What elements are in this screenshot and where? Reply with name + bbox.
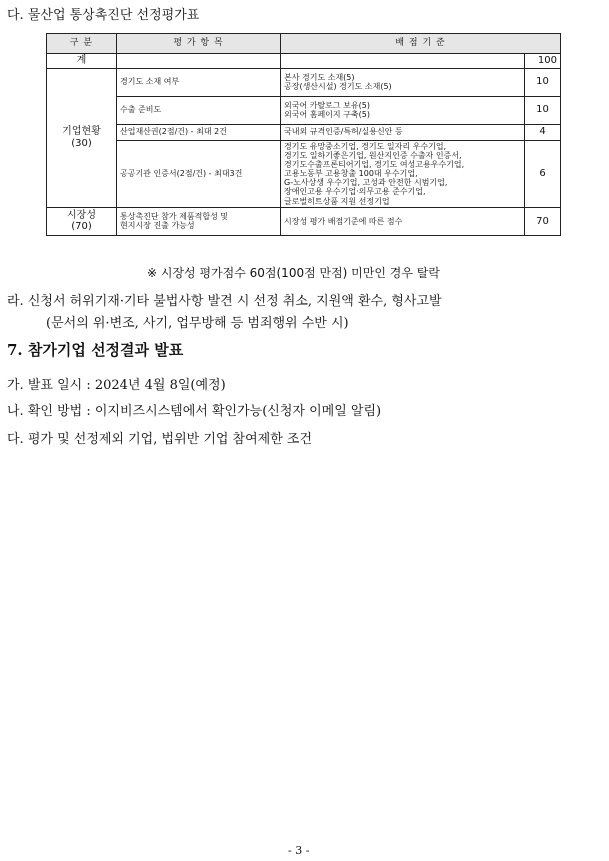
company-group-cell xyxy=(47,68,117,207)
item-na: 나. 확인 방법 : 이지비즈시스템에서 확인가능(신청자 이메일 알림) xyxy=(7,404,382,419)
table-row xyxy=(47,207,561,235)
row-score: 6 xyxy=(525,140,561,207)
table-row xyxy=(47,68,561,96)
eval-item: 공공기관 인증서(2점/건) - 최대3건 xyxy=(117,140,281,207)
eval-item: 경기도 소재 여부 xyxy=(117,68,281,96)
eval-item-line: 통상촉진단 참가 제품적합성 및 xyxy=(120,212,229,222)
header-category: 구 분 xyxy=(47,34,117,54)
elimination-note: ※ 시장성 평가점수 60점(100점 만점) 미만인 경우 탈락 xyxy=(147,266,440,280)
criteria-cell xyxy=(281,96,525,124)
criteria-line: 공장(생산시설) 경기도 소재(5) xyxy=(284,82,392,91)
criteria-line: 외국어 카탈로그 보유(5) xyxy=(284,100,370,110)
criteria-line: 글로벌히트상품 지원 선정기업 xyxy=(284,196,390,206)
criteria-line: 본사 경기도 소재(5) xyxy=(284,72,355,82)
eval-item-line: 현지시장 진출 가능성 xyxy=(120,221,195,231)
item-ga: 가. 발표 일시 : 2024년 4월 8일(예정) xyxy=(7,378,226,393)
section-ra-continuation: (문서의 위·변조, 사기, 업무방해 등 범죄행위 수반 시) xyxy=(46,316,349,331)
total-score: 100 xyxy=(525,54,561,69)
row-score: 10 xyxy=(525,68,561,96)
header-eval-item: 평 가 항 목 xyxy=(117,34,281,54)
market-group-label: 시장성 xyxy=(67,209,96,221)
row-score: 10 xyxy=(525,96,561,124)
table-header-row xyxy=(47,34,561,54)
item-da: 다. 평가 및 선정제외 기업, 법위반 기업 참여제한 조건 xyxy=(7,432,313,447)
eval-item xyxy=(117,207,281,235)
criteria-line: 경기도수출프론티어기업, 경기도 여성고용우수기업, xyxy=(284,159,465,169)
table-row xyxy=(47,96,561,124)
row-score: 4 xyxy=(525,124,561,140)
eval-item: 수출 준비도 xyxy=(117,96,281,124)
criteria-line: 경기도 일하기좋은기업, 원산지인증 수출자 인증서, xyxy=(284,150,462,160)
heading-7: 7. 참가기업 선정결과 발표 xyxy=(7,341,184,359)
total-label: 계 xyxy=(47,54,117,69)
table-row xyxy=(47,140,561,207)
market-group-cell xyxy=(47,207,117,235)
company-group-label: 기업현황 xyxy=(62,126,101,138)
section-ra: 라. 신청서 허위기재·기타 불법사항 발견 시 선정 취소, 지원액 환수, 형사고발 xyxy=(7,294,442,309)
page-number: - 3 - xyxy=(288,844,310,857)
market-group-score: (70) xyxy=(71,221,92,233)
header-score-criteria: 배 점 기 준 xyxy=(281,34,561,54)
criteria-line: 장애인고용 우수기업·의무고용 준수기업, xyxy=(284,187,426,197)
criteria-cell: 국내외 규격인증/특허/실용신안 등 xyxy=(281,124,525,140)
criteria-cell: 시장성 평가 배점기준에 따른 점수 xyxy=(281,207,525,235)
table-row xyxy=(47,124,561,140)
criteria-line: 경기도 유망중소기업, 경기도 일자리 우수기업, xyxy=(284,141,447,151)
company-group-score: (30) xyxy=(71,137,92,149)
criteria-cell xyxy=(281,68,525,96)
total-row xyxy=(47,54,561,69)
evaluation-table xyxy=(46,33,561,236)
criteria-line: 고용노동부 고용창출 100대 우수기업, xyxy=(284,169,418,179)
criteria-line: G-노사상생 우수기업, 고성과 안전한 시범기업, xyxy=(284,178,448,188)
section-da-title: 다. 물산업 통상촉진단 선정평가표 xyxy=(7,8,200,23)
eval-item: 산업재산권(2점/건) - 최대 2건 xyxy=(117,124,281,140)
criteria-cell xyxy=(281,140,525,207)
criteria-line: 외국어 홈페이지 구축(5) xyxy=(284,110,370,119)
row-score: 70 xyxy=(525,207,561,235)
